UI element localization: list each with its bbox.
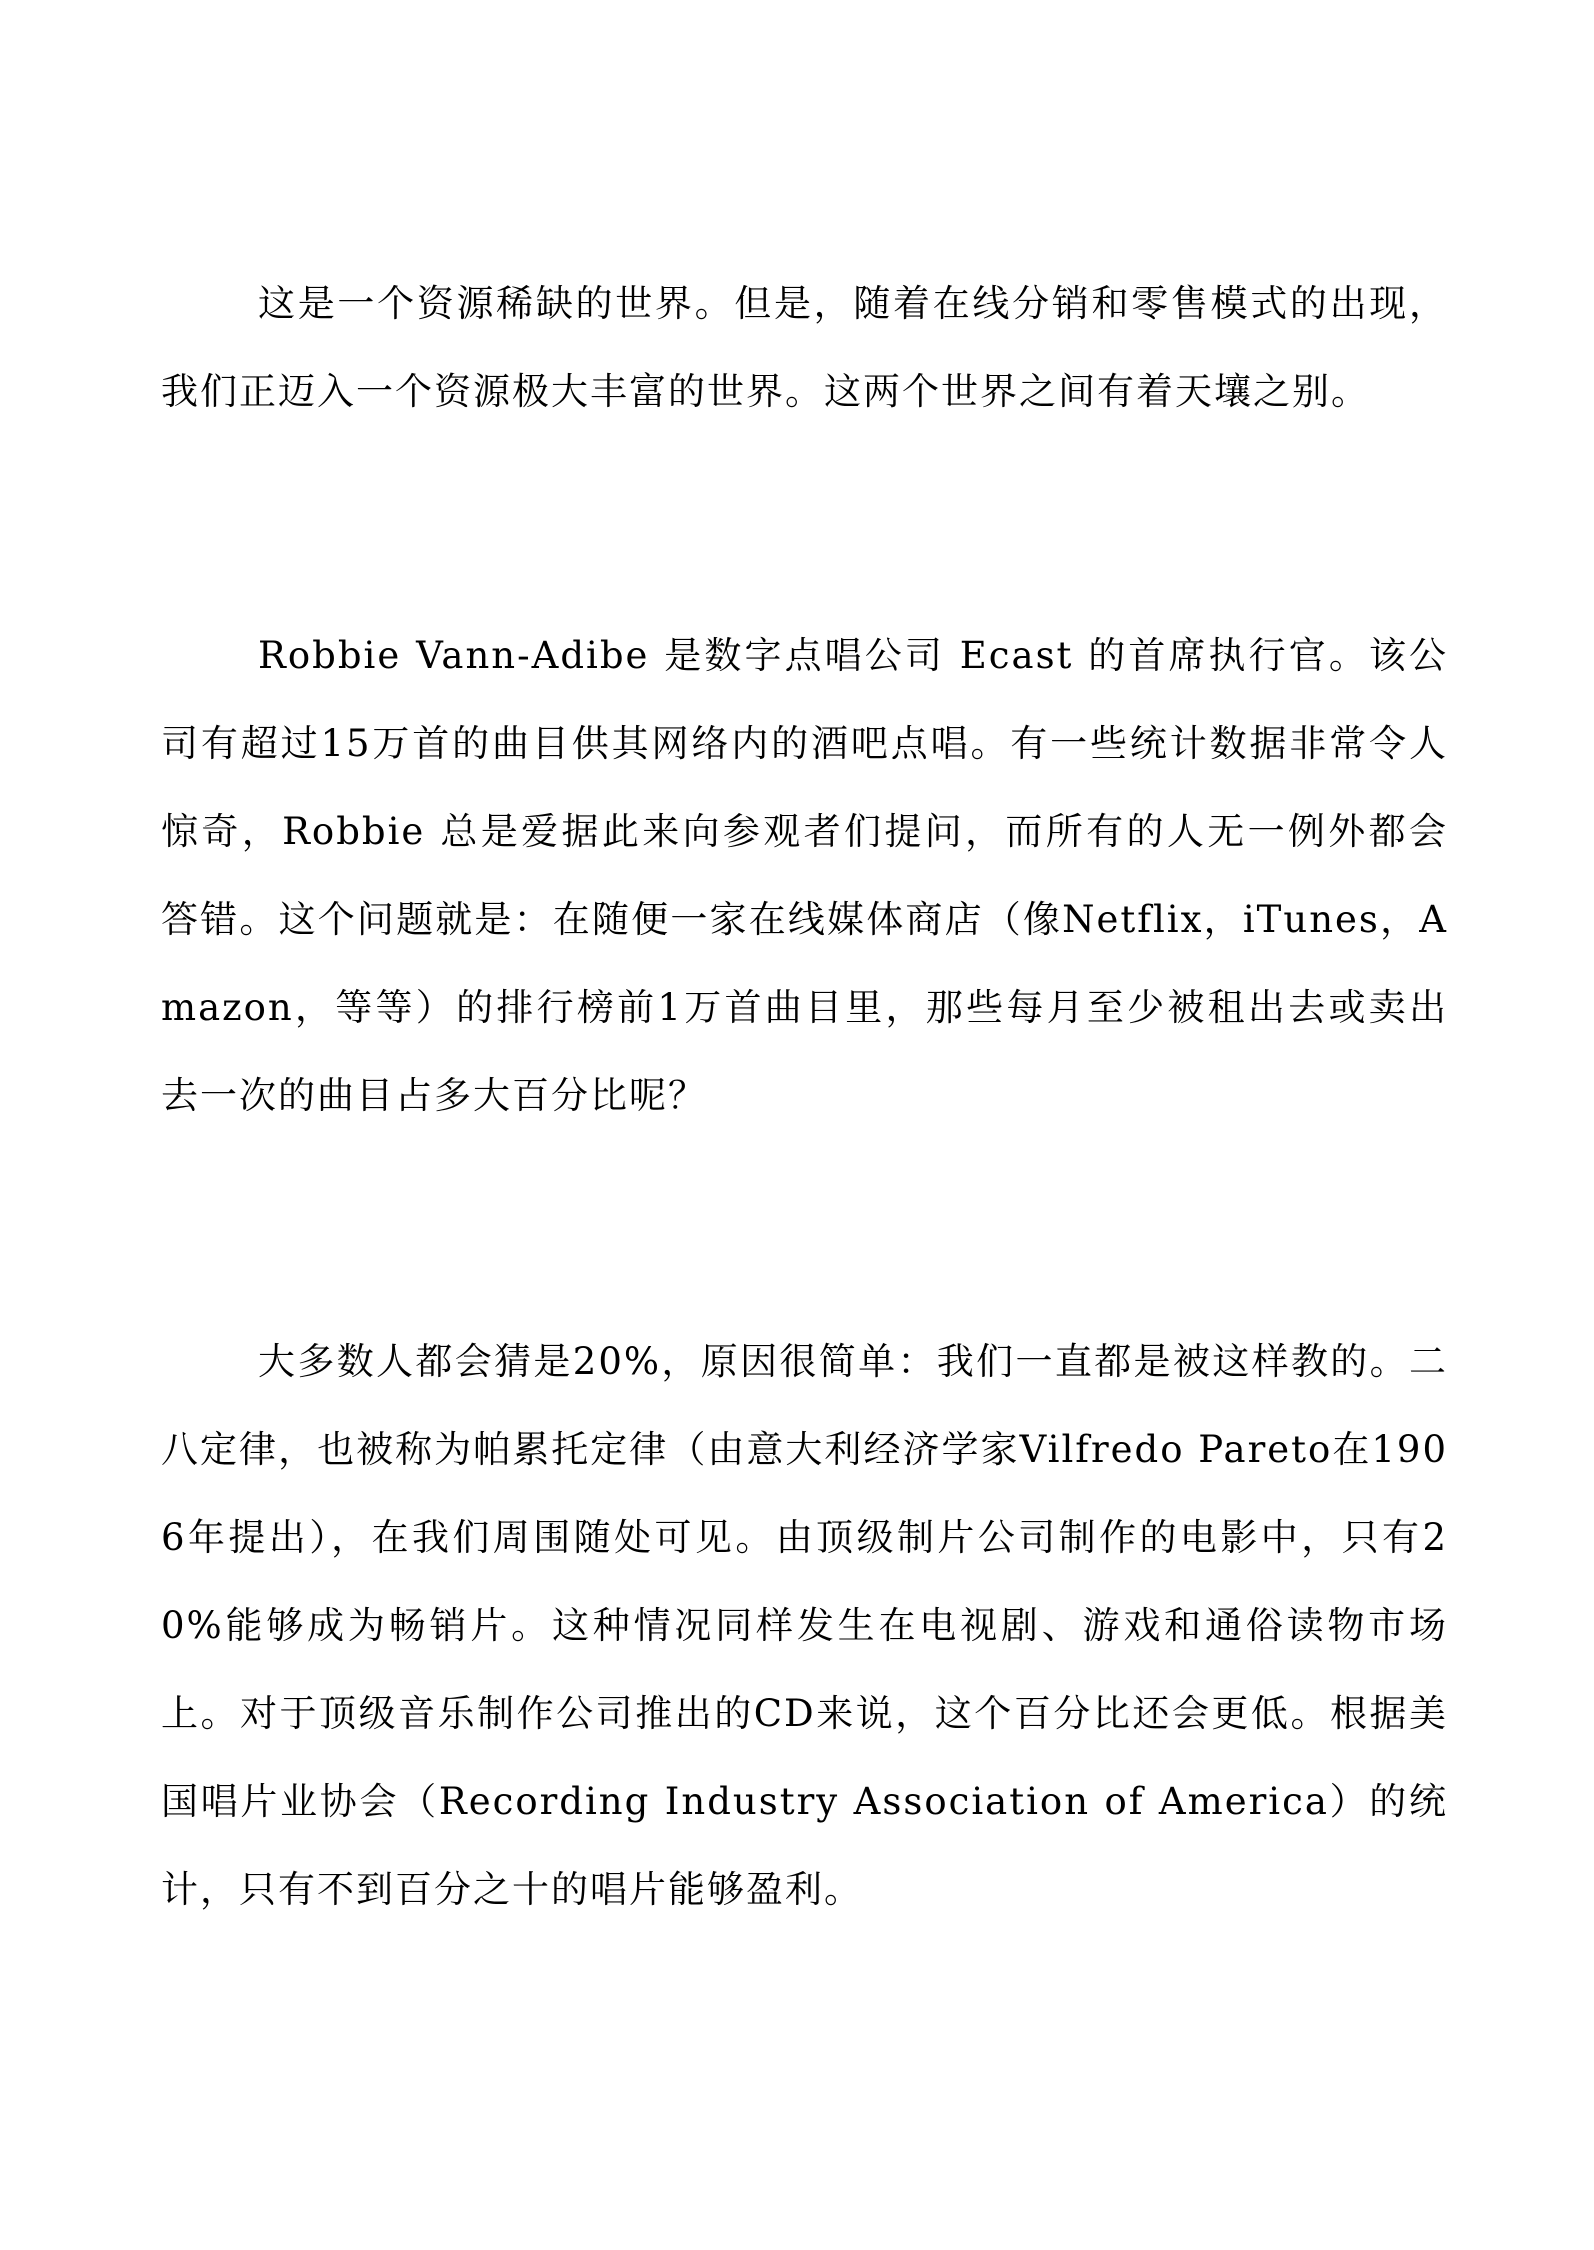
paragraph-ecast-question: Robbie Vann-Adibe 是数字点唱公司 Ecast 的首席执行官。该公司有超过15万首的曲目供其网络内的酒吧点唱。有一些统计数据非常令人惊奇，Robbie 总是爱据此来向参观者们提问，而所有的人无一例外都会答错。这个问题就是：在随便一家在线媒体商店（像Netflix，iTunes，Amazon，等等）的排行榜前1万首曲目里，那些每月至少被租出去或卖出去一次的曲目占多大百分比呢？ — [161, 634, 1448, 1117]
paragraph-scarcity-vs-abundance: 这是一个资源稀缺的世界。但是，随着在线分销和零售模式的出现，我们正迈入一个资源极大丰富的世界。这两个世界之间有着天壤之别。 — [161, 282, 1448, 413]
paragraph-pareto-rule: 大多数人都会猜是20%，原因很简单：我们一直都是被这样教的。二八定律，也被称为帕累托定律（由意大利经济学家Vilfredo Pareto在1906年提出），在我们周围随处可见。由顶级制片公司制作的电影中，只有20%能够成为畅销片。这种情况同样发生在电视剧、游戏和通俗读物市场上。对于顶级音乐制作公司推出的CD来说，这个百分比还会更低。根据美国唱片业协会（Recording Industry Association of America）的统计，只有不到百分之十的唱片能够盈利。 — [161, 1340, 1448, 1911]
